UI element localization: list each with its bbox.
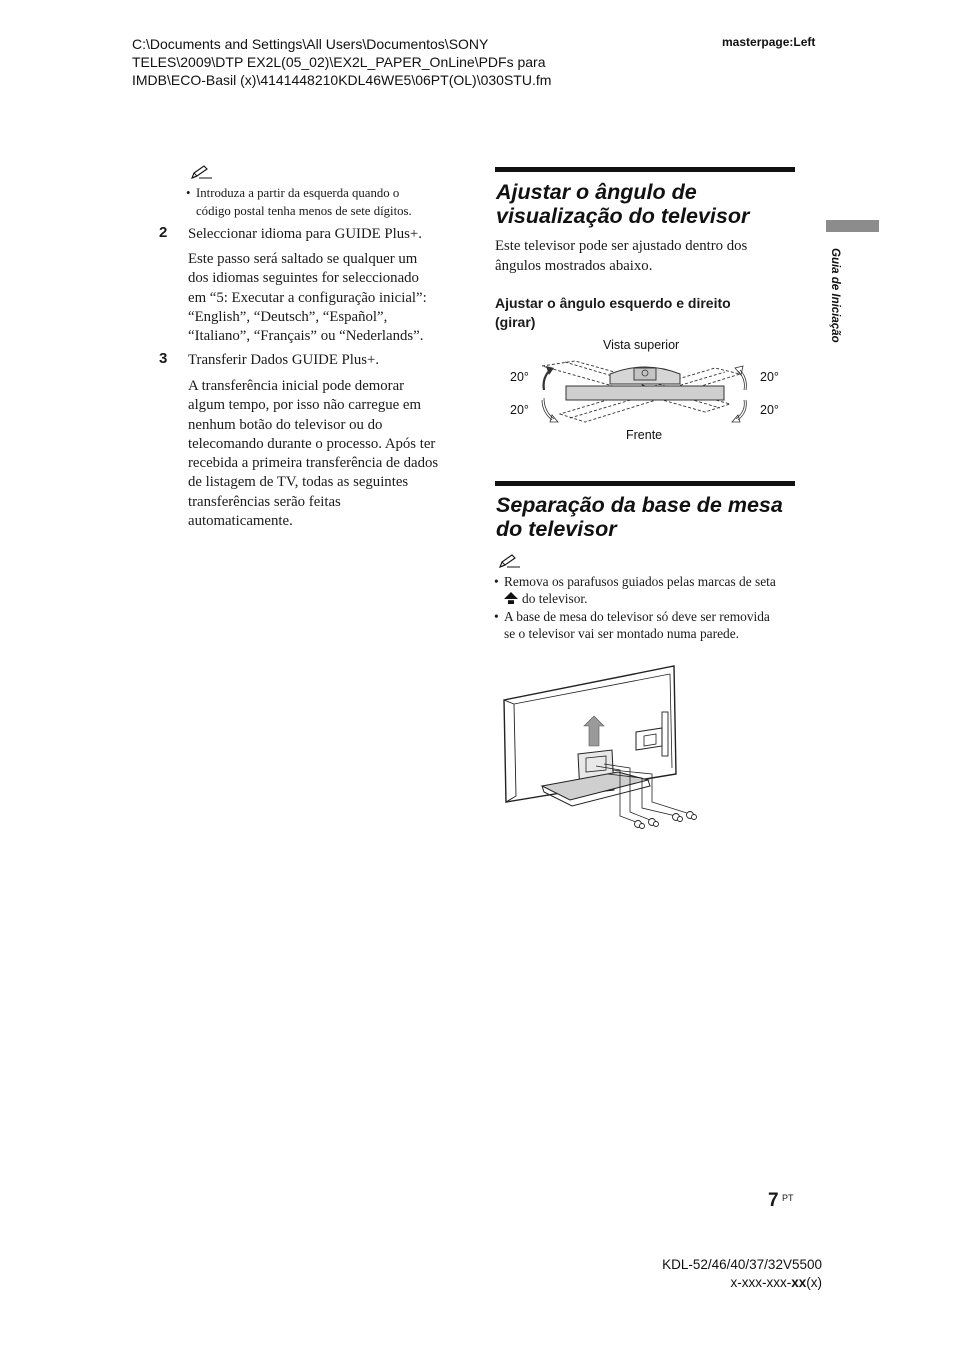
up-arrow-mark-icon bbox=[504, 592, 518, 604]
step-title: Transferir Dados GUIDE Plus+. bbox=[188, 352, 380, 368]
angle-intro-line: ângulos mostrados abaixo. bbox=[495, 258, 653, 274]
section-title-line: Ajustar o ângulo de bbox=[496, 180, 697, 204]
section-rule bbox=[495, 167, 795, 172]
stand-note-item: • A base de mesa do televisor só deve ser removida se o televisor vai ser montado numa parede. bbox=[494, 608, 796, 643]
step-body bbox=[188, 250, 460, 346]
step-body-line: dos idiomas seguintes for seleccionado bbox=[188, 270, 419, 287]
angle-subheading-line: (girar) bbox=[495, 314, 536, 330]
note-bullet-line: Introduza a partir da esquerda quando o bbox=[196, 186, 400, 200]
angle-label: 20° bbox=[760, 370, 779, 384]
step-body-line: recebida a primeira transferência de dados bbox=[188, 455, 439, 472]
file-path-line: TELES\2009\DTP EX2L(05_02)\EX2L_PAPER_OnLine\PDFs para bbox=[132, 54, 546, 70]
angle-intro bbox=[495, 236, 795, 276]
document-code bbox=[662, 1274, 822, 1292]
code-prefix: x-xxx-xxx- bbox=[730, 1275, 792, 1290]
page-number: 7 bbox=[768, 1190, 779, 1211]
step-body bbox=[188, 377, 460, 531]
angle-label: 20° bbox=[510, 370, 529, 384]
model-info bbox=[662, 1256, 822, 1292]
stand-note-line: A base de mesa do televisor só deve ser removida bbox=[504, 608, 770, 624]
file-path-line: IMDB\ECO-Basil (x)\4141448210KDL46WE5\06PT(OL)\030STU.fm bbox=[132, 72, 552, 88]
angle-subheading-line: Ajustar o ângulo esquerdo e direito bbox=[495, 295, 731, 311]
step-body-line: telecomando durante o processo. Após ter bbox=[188, 435, 436, 452]
step-body-line: Este passo será saltado se qualquer um bbox=[188, 251, 418, 267]
angle-subheading bbox=[495, 294, 795, 332]
stand-note-line: se o televisor vai ser montado numa parede. bbox=[504, 625, 740, 641]
side-tab-bar bbox=[826, 220, 879, 232]
pencil-note-icon bbox=[498, 553, 522, 569]
side-tab-label: Guia de Iniciação bbox=[829, 248, 841, 343]
step-body-line: transferências serão feitas bbox=[188, 493, 341, 510]
stand-notes bbox=[494, 573, 796, 642]
masterpage-label: masterpage:Left bbox=[722, 35, 816, 49]
step-body-line: em “5: Executar a configuração inicial”: bbox=[188, 289, 427, 306]
step-body-line: A transferência inicial pode demorar bbox=[188, 378, 405, 394]
section-title-stand bbox=[496, 493, 796, 541]
file-path-line: C:\Documents and Settings\All Users\Documentos\SONY bbox=[132, 36, 489, 52]
angle-label: 20° bbox=[510, 403, 529, 417]
step-body-line: “Italiano”, “Français” ou “Nederlands”. bbox=[188, 328, 424, 345]
swivel-diagram bbox=[530, 356, 760, 431]
step-number: 2 bbox=[159, 224, 168, 241]
section-rule bbox=[495, 481, 795, 486]
section-title-line: visualização do televisor bbox=[496, 204, 750, 228]
stand-note-line-text: do televisor. bbox=[522, 591, 588, 607]
step-body-line: automaticamente. bbox=[188, 513, 293, 530]
pencil-note-icon bbox=[190, 164, 214, 180]
diagram-bottom-label: Frente bbox=[626, 428, 663, 442]
step-body-line: de listagem de TV, todas as seguintes bbox=[188, 474, 409, 491]
page-language: PT bbox=[782, 1193, 794, 1203]
section-title-line: Separação da base de mesa bbox=[496, 493, 783, 517]
file-path bbox=[132, 35, 602, 89]
stand-note-item: • Remova os parafusos guiados pelas marcas de seta do televisor. bbox=[494, 573, 796, 608]
step-body-line: algum tempo, por isso não carregue em bbox=[188, 397, 421, 414]
stand-note-line bbox=[504, 590, 796, 607]
section-title-angle bbox=[496, 180, 796, 228]
angle-label: 20° bbox=[760, 403, 779, 417]
diagram-top-label: Vista superior bbox=[603, 338, 680, 352]
angle-intro-line: Este televisor pode ser ajustado dentro dos bbox=[495, 238, 748, 254]
step-body-line: “English”, “Deutsch”, “Español”, bbox=[188, 308, 388, 325]
model-number: KDL-52/46/40/37/32V5500 bbox=[662, 1257, 822, 1272]
note-bullet: • Introduza a partir da esquerda quando o código postal tenha menos de sete dígitos. bbox=[186, 184, 456, 220]
step-body-line: nenhum botão do televisor ou do bbox=[188, 416, 383, 433]
note-bullet-line: código postal tenha menos de sete dígitos. bbox=[196, 204, 412, 218]
section-title-line: do televisor bbox=[496, 517, 617, 541]
code-bold: xx bbox=[791, 1275, 807, 1290]
stand-removal-illustration bbox=[500, 662, 705, 834]
stand-note-line: Remova os parafusos guiados pelas marcas de seta bbox=[504, 574, 776, 589]
step-number: 3 bbox=[159, 350, 168, 367]
code-suffix: (x) bbox=[806, 1275, 822, 1290]
step-title: Seleccionar idioma para GUIDE Plus+. bbox=[188, 226, 422, 242]
